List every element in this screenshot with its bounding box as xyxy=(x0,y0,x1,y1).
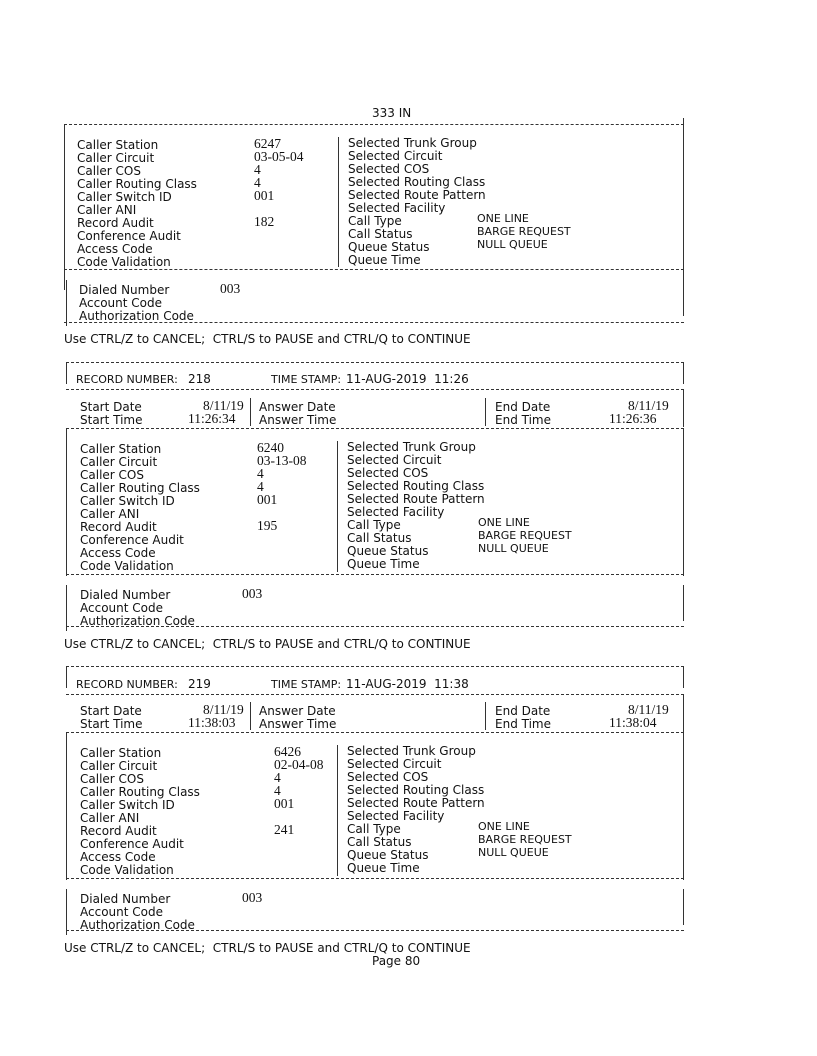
label-conference-audit: Conference Audit xyxy=(80,837,184,851)
label-caller-station: Caller Station xyxy=(80,442,162,456)
divider xyxy=(66,362,684,363)
label-access-code: Access Code xyxy=(80,546,156,560)
value-caller-routing-class: 4 xyxy=(254,175,261,190)
divider xyxy=(66,694,684,695)
label-queue-time: Queue Time xyxy=(347,861,420,875)
label-caller-switch-id: Caller Switch ID xyxy=(77,190,172,204)
column-separator xyxy=(337,441,338,572)
label-authorization-code: Authorization Code xyxy=(80,614,195,628)
label-queue-status: Queue Status xyxy=(348,240,430,254)
value-queue-status: NULL QUEUE xyxy=(477,238,548,251)
label-caller-ani: Caller ANI xyxy=(77,203,137,217)
value-caller-circuit: 03-05-04 xyxy=(254,149,304,164)
value-call-type: ONE LINE xyxy=(478,820,530,833)
divider xyxy=(66,732,684,733)
left-border xyxy=(66,280,67,326)
right-border xyxy=(683,118,684,290)
divider xyxy=(64,269,684,270)
label-code-validation: Code Validation xyxy=(80,559,174,573)
label-dialed-number: Dialed Number xyxy=(80,892,171,906)
left-border xyxy=(66,732,67,880)
label-caller-ani: Caller ANI xyxy=(80,811,140,825)
label-authorization-code: Authorization Code xyxy=(80,918,195,932)
footer-instructions: Use CTRL/Z to CANCEL; CTRL/S to PAUSE and CTRL/Q to CONTINUE xyxy=(64,637,471,651)
label-start-time: Start Time xyxy=(80,413,143,427)
value-end-date: 8/11/19 xyxy=(628,398,669,413)
label-queue-status: Queue Status xyxy=(347,848,429,862)
value-queue-status: NULL QUEUE xyxy=(478,846,549,859)
label-selected-trunk-group: Selected Trunk Group xyxy=(348,136,477,150)
label-selected-routing-class: Selected Routing Class xyxy=(347,783,485,797)
divider xyxy=(66,878,684,879)
label-caller-cos: Caller COS xyxy=(77,164,141,178)
value-call-status: BARGE REQUEST xyxy=(477,225,571,238)
label-account-code: Account Code xyxy=(80,601,163,615)
left-border xyxy=(66,666,67,688)
value-dialed-number: 003 xyxy=(242,890,263,905)
right-border xyxy=(683,666,684,688)
label-authorization-code: Authorization Code xyxy=(79,309,194,323)
value-queue-status: NULL QUEUE xyxy=(478,542,549,555)
right-border xyxy=(683,694,684,732)
label-access-code: Access Code xyxy=(77,242,153,256)
label-dialed-number: Dialed Number xyxy=(80,588,171,602)
column-separator xyxy=(485,398,486,426)
label-call-status: Call Status xyxy=(347,835,412,849)
label-selected-cos: Selected COS xyxy=(347,770,429,784)
right-border xyxy=(683,889,684,925)
label-selected-cos: Selected COS xyxy=(348,162,430,176)
label-caller-routing-class: Caller Routing Class xyxy=(80,481,200,495)
value-caller-switch-id: 001 xyxy=(274,796,295,811)
divider xyxy=(64,322,684,323)
label-queue-status: Queue Status xyxy=(347,544,429,558)
label-code-validation: Code Validation xyxy=(80,863,174,877)
column-separator xyxy=(485,702,486,730)
column-separator xyxy=(337,745,338,876)
label-answer-date: Answer Date xyxy=(259,400,336,414)
label-answer-time: Answer Time xyxy=(259,717,337,731)
value-caller-routing-class: 4 xyxy=(257,479,264,494)
label-conference-audit: Conference Audit xyxy=(80,533,184,547)
right-border xyxy=(683,732,684,880)
left-border xyxy=(66,585,67,631)
label-time-stamp: TIME STAMP: xyxy=(271,678,342,691)
label-time-stamp: TIME STAMP: xyxy=(271,373,342,386)
value-record-audit: 182 xyxy=(254,214,275,229)
label-end-date: End Date xyxy=(495,400,551,414)
label-caller-circuit: Caller Circuit xyxy=(80,759,158,773)
label-caller-station: Caller Station xyxy=(80,746,162,760)
left-border xyxy=(66,428,67,576)
value-caller-switch-id: 001 xyxy=(254,188,275,203)
value-dialed-number: 003 xyxy=(242,586,263,601)
label-end-time: End Time xyxy=(495,413,551,427)
value-caller-cos: 4 xyxy=(257,466,264,481)
label-record-audit: Record Audit xyxy=(80,520,157,534)
value-end-time: 11:26:36 xyxy=(609,411,657,426)
label-caller-routing-class: Caller Routing Class xyxy=(77,177,197,191)
divider xyxy=(64,124,684,125)
label-end-date: End Date xyxy=(495,704,551,718)
right-border xyxy=(683,389,684,427)
label-record-number: RECORD NUMBER: xyxy=(76,373,178,386)
value-end-time: 11:38:04 xyxy=(609,715,657,730)
footer-instructions: Use CTRL/Z to CANCEL; CTRL/S to PAUSE and CTRL/Q to CONTINUE xyxy=(64,332,471,346)
label-call-type: Call Type xyxy=(348,214,402,228)
right-border xyxy=(683,280,684,316)
label-selected-circuit: Selected Circuit xyxy=(347,453,442,467)
right-border xyxy=(683,585,684,621)
label-queue-time: Queue Time xyxy=(347,557,420,571)
label-selected-facility: Selected Facility xyxy=(348,201,446,215)
column-separator xyxy=(250,398,251,426)
label-caller-ani: Caller ANI xyxy=(80,507,140,521)
value-caller-switch-id: 001 xyxy=(257,492,278,507)
left-border xyxy=(66,889,67,935)
label-selected-routing-class: Selected Routing Class xyxy=(347,479,485,493)
label-record-audit: Record Audit xyxy=(77,216,154,230)
label-caller-cos: Caller COS xyxy=(80,468,144,482)
label-code-validation: Code Validation xyxy=(77,255,171,269)
label-caller-circuit: Caller Circuit xyxy=(80,455,158,469)
label-start-date: Start Date xyxy=(80,704,142,718)
label-selected-route-pattern: Selected Route Pattern xyxy=(347,796,485,810)
right-border xyxy=(683,428,684,576)
label-conference-audit: Conference Audit xyxy=(77,229,181,243)
right-border xyxy=(683,362,684,384)
label-selected-route-pattern: Selected Route Pattern xyxy=(347,492,485,506)
value-time-stamp: 11-AUG-2019 11:26 xyxy=(346,372,469,386)
label-selected-facility: Selected Facility xyxy=(347,505,445,519)
label-start-date: Start Date xyxy=(80,400,142,414)
value-caller-circuit: 03-13-08 xyxy=(257,453,307,468)
divider xyxy=(66,428,684,429)
divider xyxy=(66,389,684,390)
label-caller-switch-id: Caller Switch ID xyxy=(80,494,175,508)
page-header-title: 333 IN xyxy=(372,106,412,120)
value-call-status: BARGE REQUEST xyxy=(478,833,572,846)
value-caller-station: 6426 xyxy=(274,744,301,759)
label-selected-facility: Selected Facility xyxy=(347,809,445,823)
value-caller-cos: 4 xyxy=(274,770,281,785)
value-call-type: ONE LINE xyxy=(478,516,530,529)
left-border xyxy=(66,362,67,384)
label-selected-route-pattern: Selected Route Pattern xyxy=(348,188,486,202)
value-call-status: BARGE REQUEST xyxy=(478,529,572,542)
label-answer-time: Answer Time xyxy=(259,413,337,427)
value-time-stamp: 11-AUG-2019 11:38 xyxy=(346,677,469,691)
footer-instructions: Use CTRL/Z to CANCEL; CTRL/S to PAUSE and CTRL/Q to CONTINUE xyxy=(64,941,471,955)
label-selected-routing-class: Selected Routing Class xyxy=(348,175,486,189)
value-record-audit: 241 xyxy=(274,822,295,837)
label-start-time: Start Time xyxy=(80,717,143,731)
label-selected-trunk-group: Selected Trunk Group xyxy=(347,744,476,758)
left-border xyxy=(64,124,65,290)
value-caller-station: 6247 xyxy=(254,136,281,151)
label-call-type: Call Type xyxy=(347,518,401,532)
label-selected-cos: Selected COS xyxy=(347,466,429,480)
label-call-status: Call Status xyxy=(348,227,413,241)
page-number: Page 80 xyxy=(372,954,421,968)
value-caller-station: 6240 xyxy=(257,440,284,455)
label-end-time: End Time xyxy=(495,717,551,731)
label-caller-switch-id: Caller Switch ID xyxy=(80,798,175,812)
value-end-date: 8/11/19 xyxy=(628,702,669,717)
label-selected-trunk-group: Selected Trunk Group xyxy=(347,440,476,454)
label-answer-date: Answer Date xyxy=(259,704,336,718)
label-access-code: Access Code xyxy=(80,850,156,864)
label-record-number: RECORD NUMBER: xyxy=(76,678,178,691)
value-caller-cos: 4 xyxy=(254,162,261,177)
label-caller-cos: Caller COS xyxy=(80,772,144,786)
divider xyxy=(66,930,684,931)
value-dialed-number: 003 xyxy=(220,281,241,296)
label-account-code: Account Code xyxy=(80,905,163,919)
column-separator xyxy=(338,137,339,267)
value-record-number: 219 xyxy=(188,677,211,691)
column-separator xyxy=(250,702,251,730)
value-start-time: 11:38:03 xyxy=(188,715,236,730)
value-record-number: 218 xyxy=(188,372,211,386)
value-record-audit: 195 xyxy=(257,518,278,533)
value-call-type: ONE LINE xyxy=(477,212,529,225)
value-caller-circuit: 02-04-08 xyxy=(274,757,324,772)
label-account-code: Account Code xyxy=(79,296,162,310)
divider xyxy=(66,626,684,627)
label-call-status: Call Status xyxy=(347,531,412,545)
label-queue-time: Queue Time xyxy=(348,253,421,267)
label-caller-routing-class: Caller Routing Class xyxy=(80,785,200,799)
label-selected-circuit: Selected Circuit xyxy=(347,757,442,771)
label-selected-circuit: Selected Circuit xyxy=(348,149,443,163)
value-caller-routing-class: 4 xyxy=(274,783,281,798)
divider xyxy=(66,574,684,575)
value-start-time: 11:26:34 xyxy=(188,411,236,426)
label-record-audit: Record Audit xyxy=(80,824,157,838)
label-caller-circuit: Caller Circuit xyxy=(77,151,155,165)
value-start-date: 8/11/19 xyxy=(203,398,244,413)
label-call-type: Call Type xyxy=(347,822,401,836)
value-start-date: 8/11/19 xyxy=(203,702,244,717)
label-dialed-number: Dialed Number xyxy=(79,283,170,297)
divider xyxy=(66,666,684,667)
label-caller-station: Caller Station xyxy=(77,138,159,152)
